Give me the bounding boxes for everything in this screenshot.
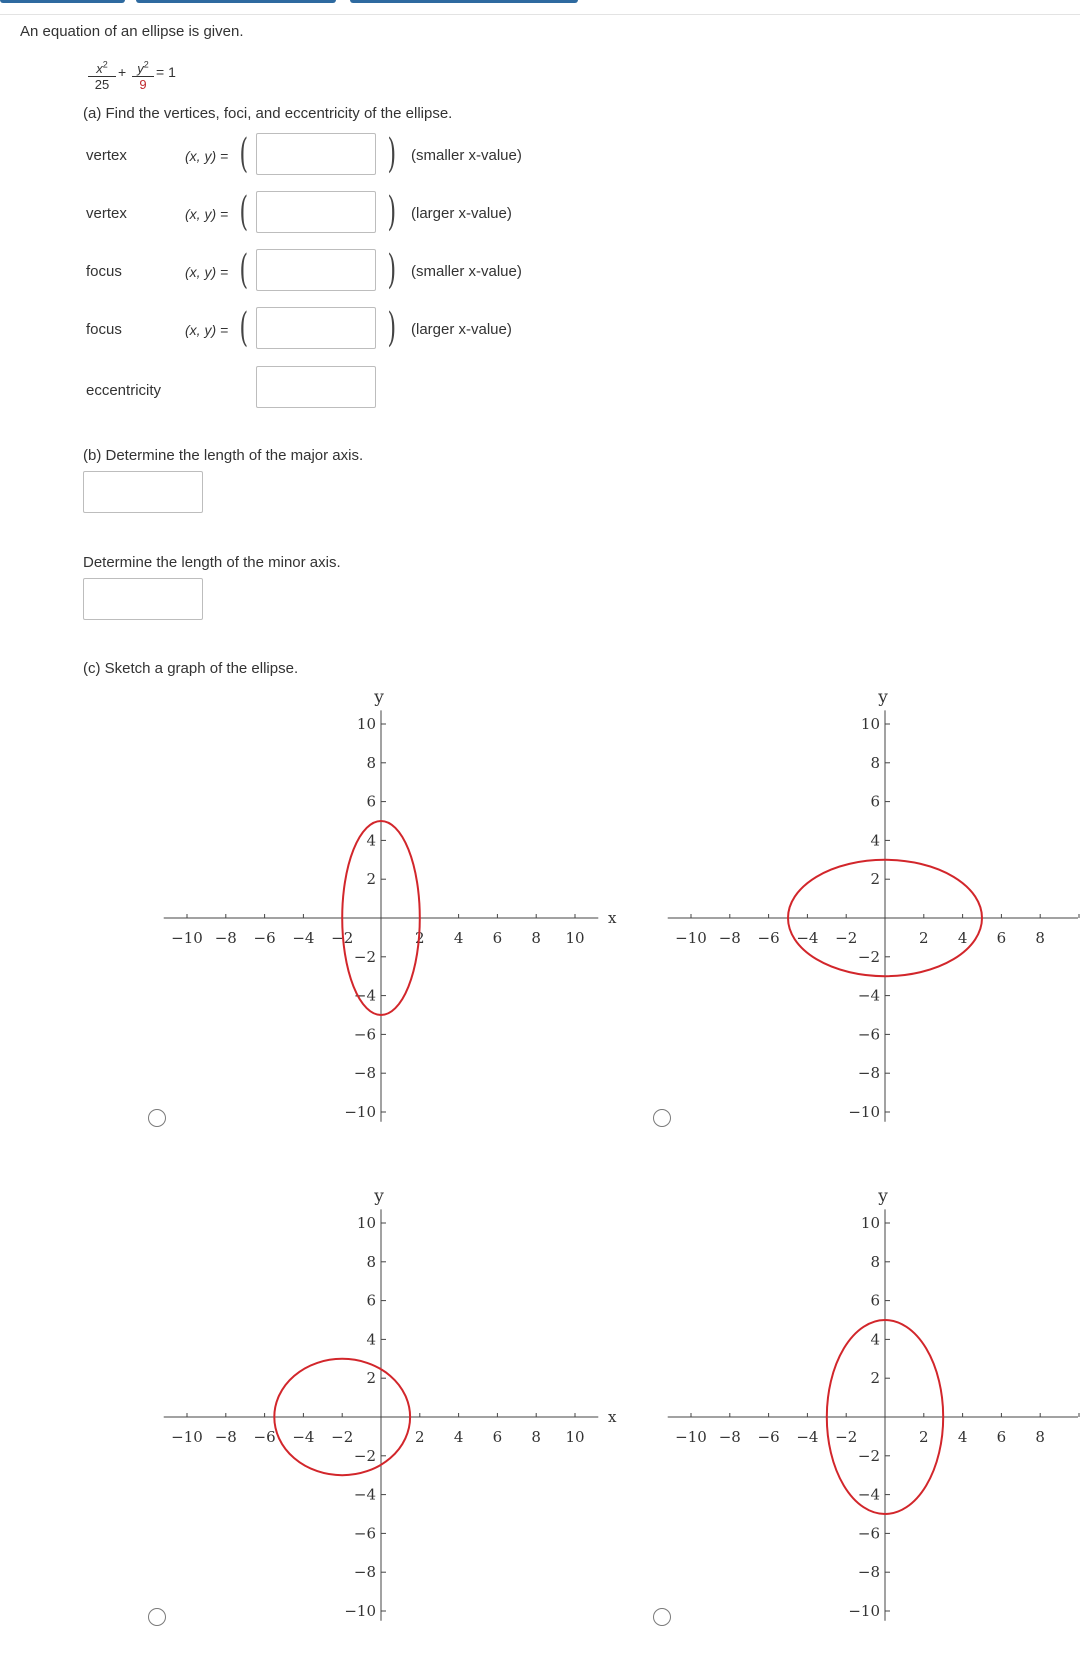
- y-numerator: $y^2$: [132, 58, 154, 77]
- y-tick-label: 8: [366, 753, 376, 772]
- y-tick-label: 8: [870, 1252, 880, 1271]
- graph-option-1-radio[interactable]: [148, 1109, 166, 1127]
- y-tick-label: 10: [356, 1214, 376, 1232]
- x-tick-label: 8: [1035, 1428, 1045, 1446]
- x-tick-label: 8: [531, 929, 541, 947]
- plus-sign: +: [118, 64, 127, 80]
- y-tick-label: 6: [870, 792, 880, 811]
- equals-one: = 1: [156, 64, 176, 80]
- x-tick-label: 4: [453, 1428, 464, 1446]
- x-tick-label: −2: [331, 929, 354, 947]
- x-tick-label: −6: [757, 929, 780, 947]
- y-tick-label: 10: [860, 715, 880, 733]
- x-tick-label: 8: [1035, 929, 1045, 947]
- x-tick-label: −10: [675, 1428, 707, 1446]
- y-tick-label: 8: [870, 753, 880, 772]
- x-tick-label: −10: [675, 929, 707, 947]
- y-tick-label: 8: [366, 1252, 376, 1271]
- x-axis-label: x: [608, 909, 617, 927]
- y-axis-label: y: [374, 687, 384, 708]
- part-a-prompt: (a) Find the vertices, foci, and eccentricity of the ellipse.: [83, 105, 453, 122]
- y-tick-label: −2: [353, 947, 376, 966]
- x-tick-label: −2: [835, 1428, 858, 1446]
- y-axis-label: y: [374, 1186, 384, 1207]
- y-tick-label: 2: [366, 1369, 376, 1388]
- y-tick-label: 2: [870, 1369, 880, 1388]
- y-tick-label: 6: [366, 1291, 376, 1310]
- y-tick-label: −8: [857, 1563, 880, 1582]
- close-paren: ): [387, 131, 397, 177]
- y-tick-label: −2: [857, 1446, 880, 1465]
- x-tick-label: −10: [171, 1428, 203, 1446]
- x-tick-label: −8: [214, 1428, 237, 1446]
- y-tick-label: −2: [857, 947, 880, 966]
- y-axis-label: y: [878, 1186, 888, 1207]
- y-tick-label: −10: [344, 1602, 376, 1620]
- xy-equals-label: (x, y) =: [185, 322, 229, 338]
- open-paren: (: [239, 189, 249, 235]
- x-tick-label: −8: [718, 1428, 741, 1446]
- y-axis-label: y: [878, 687, 888, 708]
- minor-axis-prompt: Determine the length of the minor axis.: [83, 554, 341, 571]
- problem-intro: An equation of an ellipse is given.: [20, 23, 244, 40]
- y-tick-label: 4: [870, 1330, 880, 1349]
- x-tick-label: 2: [415, 929, 425, 947]
- y-tick-label: −4: [353, 986, 376, 1005]
- x-tick-label: 10: [565, 929, 585, 947]
- y-tick-label: 6: [366, 792, 376, 811]
- x-tick-label: −4: [796, 929, 819, 947]
- close-paren: ): [387, 247, 397, 293]
- open-paren: (: [239, 247, 249, 293]
- y-tick-label: 2: [870, 870, 880, 889]
- graph-option-2-radio[interactable]: [653, 1109, 671, 1127]
- x-tick-label: 10: [565, 1428, 585, 1446]
- x-tick-label: 6: [492, 929, 503, 947]
- y-tick-label: −8: [353, 1064, 376, 1083]
- open-paren: (: [239, 305, 249, 351]
- x-tick-label: −4: [292, 1428, 315, 1446]
- x-denominator: 25: [94, 77, 110, 93]
- open-paren: (: [239, 131, 249, 177]
- x-tick-label: 2: [919, 1428, 929, 1446]
- y-tick-label: −4: [857, 986, 880, 1005]
- y-tick-label: −6: [857, 1025, 880, 1044]
- x-tick-label: 4: [957, 929, 968, 947]
- x-tick-label: −6: [757, 1428, 780, 1446]
- y-tick-label: −4: [857, 1485, 880, 1504]
- eccentricity-label: eccentricity: [86, 382, 162, 399]
- y-tick-label: 2: [366, 870, 376, 889]
- x-tick-label: −2: [835, 929, 858, 947]
- row-note: (smaller x-value): [411, 263, 522, 280]
- y-tick-label: 4: [870, 831, 880, 850]
- close-paren: ): [387, 189, 397, 235]
- x-tick-label: 8: [531, 1428, 541, 1446]
- row-note: (larger x-value): [411, 205, 512, 222]
- y-tick-label: −6: [857, 1524, 880, 1543]
- x-tick-label: −8: [214, 929, 237, 947]
- y-tick-label: 4: [366, 831, 376, 850]
- row-label: vertex: [86, 205, 127, 222]
- row-label: focus: [86, 263, 122, 280]
- xy-equals-label: (x, y) =: [185, 148, 229, 164]
- row-label: vertex: [86, 147, 127, 164]
- major-axis-prompt: (b) Determine the length of the major axis.: [83, 447, 364, 464]
- y-tick-label: −6: [353, 1524, 376, 1543]
- x-tick-label: 6: [996, 929, 1007, 947]
- x-tick-label: −4: [292, 929, 315, 947]
- y-tick-label: −8: [857, 1064, 880, 1083]
- y-tick-label: −10: [848, 1103, 880, 1121]
- graph-option-3-radio[interactable]: [148, 1608, 166, 1626]
- x-tick-label: 2: [919, 929, 929, 947]
- y-tick-label: 4: [366, 1330, 376, 1349]
- x-axis-label: x: [608, 1408, 617, 1426]
- close-paren: ): [387, 305, 397, 351]
- row-note: (larger x-value): [411, 321, 512, 338]
- y-tick-label: 10: [356, 715, 376, 733]
- row-note: (smaller x-value): [411, 147, 522, 164]
- y-tick-label: −10: [848, 1602, 880, 1620]
- x-tick-label: 6: [492, 1428, 503, 1446]
- y-tick-label: −8: [353, 1563, 376, 1582]
- y-tick-label: −2: [353, 1446, 376, 1465]
- xy-equals-label: (x, y) =: [185, 264, 229, 280]
- x-tick-label: 4: [957, 1428, 968, 1446]
- x-tick-label: −2: [331, 1428, 354, 1446]
- x-tick-label: 6: [996, 1428, 1007, 1446]
- x-tick-label: 2: [415, 1428, 425, 1446]
- graph-option-4-radio[interactable]: [653, 1608, 671, 1626]
- row-label: focus: [86, 321, 122, 338]
- x-tick-label: 4: [453, 929, 464, 947]
- y-tick-label: −6: [353, 1025, 376, 1044]
- y-tick-label: 6: [870, 1291, 880, 1310]
- x-tick-label: −6: [253, 929, 276, 947]
- part-c-prompt: (c) Sketch a graph of the ellipse.: [83, 660, 299, 677]
- x-tick-label: −10: [171, 929, 203, 947]
- x-tick-label: −4: [796, 1428, 819, 1446]
- x-numerator: $x^2$: [88, 58, 116, 77]
- x-tick-label: −6: [253, 1428, 276, 1446]
- xy-equals-label: (x, y) =: [185, 206, 229, 222]
- y-tick-label: −4: [353, 1485, 376, 1504]
- y-denominator: 9: [139, 77, 147, 93]
- x-tick-label: −8: [718, 929, 741, 947]
- y-tick-label: −10: [344, 1103, 376, 1121]
- y-tick-label: 10: [860, 1214, 880, 1232]
